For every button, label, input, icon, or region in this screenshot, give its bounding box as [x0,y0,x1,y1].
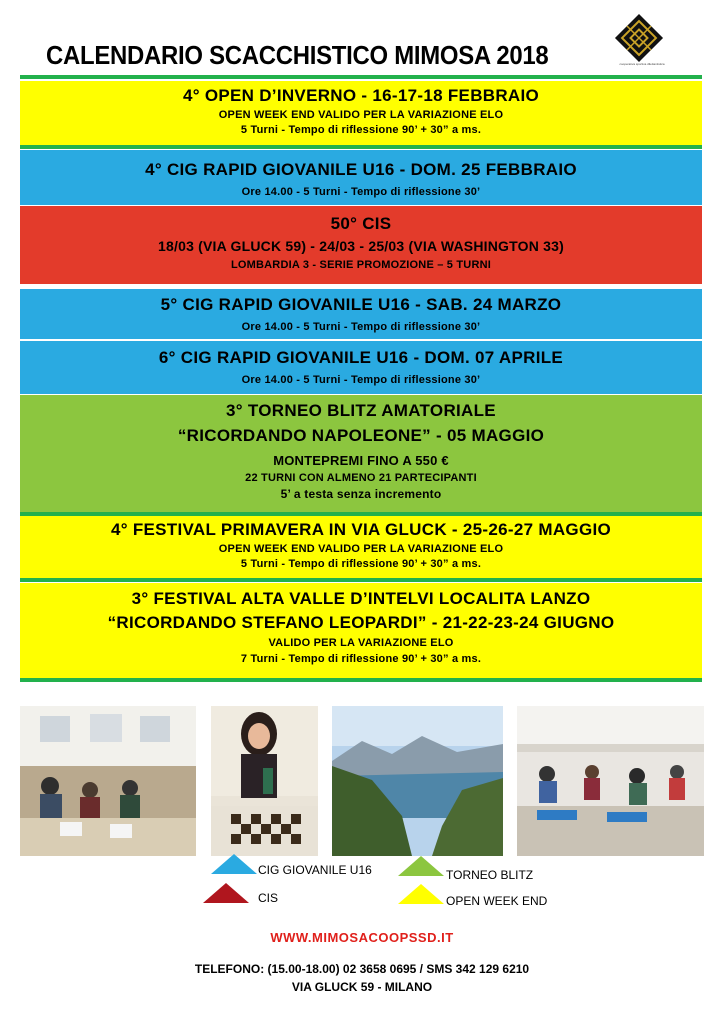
legend-label: TORNEO BLITZ [446,868,534,882]
legend-triangle-icon [398,856,444,876]
event-open-inverno [20,81,702,145]
divider [20,678,702,682]
photo-lake-view [332,706,503,856]
photo-tournament-room [517,706,704,856]
event-cig-rapid-mar [20,289,702,339]
event-subtitle: “RICORDANDO STEFANO LEOPARDI” - 21-22-23-24 GIUGNO [107,613,615,632]
divider [20,578,702,582]
legend-label: OPEN WEEK END [446,894,548,908]
event-prize: MONTEPREMI FINO A 550 € [273,453,449,468]
divider [20,145,702,149]
event-festival-primavera [20,516,702,578]
event-line: Ore 14.00 - 5 Turni - Tempo di riflessione 30’ [241,374,481,386]
event-line: OPEN WEEK END VALIDO PER LA VARIAZIONE ELO [218,543,504,555]
legend-label: CIS [258,891,279,905]
event-line: 22 TURNI CON ALMENO 21 PARTECIPANTI [245,472,477,484]
event-line: Ore 14.00 - 5 Turni - Tempo di riflessione 30’ [241,186,481,198]
contact-address: VIA GLUCK 59 - MILANO [291,980,433,994]
event-line: OPEN WEEK END VALIDO PER LA VARIAZIONE ELO [218,109,504,121]
event-line: Ore 14.00 - 5 Turni - Tempo di riflessione 30’ [241,321,481,333]
event-cig-rapid-apr [20,341,702,394]
event-title: 50° CIS [330,214,392,233]
event-line: VALIDO PER LA VARIAZIONE ELO [268,637,454,649]
event-cig-rapid-feb [20,150,702,205]
divider [20,75,702,79]
event-festival-intelvi [20,583,702,678]
photo-chess-hall [20,706,196,856]
legend-triangle-icon [203,883,249,903]
event-line: 5 Turni - Tempo di riflessione 90’ + 30” a ms. [240,558,482,570]
legend-triangle-icon [398,884,444,904]
website-link[interactable]: WWW.MIMOSACOOPSSD.IT [270,930,454,945]
contact-phone: TELEFONO: (15.00-18.00) 02 3658 0695 / SMS 342 129 6210 [194,962,530,976]
event-line: 18/03 (VIA GLUCK 59) - 24/03 - 25/03 (VIA WASHINGTON 33) [158,238,564,254]
event-cis [20,206,702,284]
event-line: LOMBARDIA 3 - SERIE PROMOZIONE – 5 TURNI [230,259,491,271]
event-line: 5 Turni - Tempo di riflessione 90’ + 30” a ms. [240,124,482,136]
event-torneo-blitz [20,395,702,513]
event-title: 4° FESTIVAL PRIMAVERA IN VIA GLUCK - 25-26-27 MAGGIO [110,520,612,539]
event-title: 4° OPEN D’INVERNO - 16-17-18 FEBBRAIO [182,86,540,105]
event-title: 6° CIG RAPID GIOVANILE U16 - DOM. 07 APRILE [158,348,564,367]
event-line: 7 Turni - Tempo di riflessione 90’ + 30” a ms. [240,653,482,665]
event-line: 5’ a testa senza incremento [280,487,442,501]
logo-tagline: cooperativa sportiva dilettantistica [619,62,665,66]
page-title: CALENDARIO SCACCHISTICO MIMOSA 2018 [46,40,549,70]
event-subtitle: “RICORDANDO NAPOLEONE” - 05 MAGGIO [177,426,545,445]
legend-triangle-icon [211,854,257,874]
event-title: 3° TORNEO BLITZ AMATORIALE [226,401,496,420]
event-title: 4° CIG RAPID GIOVANILE U16 - DOM. 25 FEBBRAIO [145,160,577,179]
photo-player-trophy [211,706,318,856]
event-title: 3° FESTIVAL ALTA VALLE D’INTELVI LOCALITA LANZO [131,589,591,608]
legend-label: CIG GIOVANILE U16 [258,863,372,877]
event-title: 5° CIG RAPID GIOVANILE U16 - SAB. 24 MARZO [160,295,562,314]
